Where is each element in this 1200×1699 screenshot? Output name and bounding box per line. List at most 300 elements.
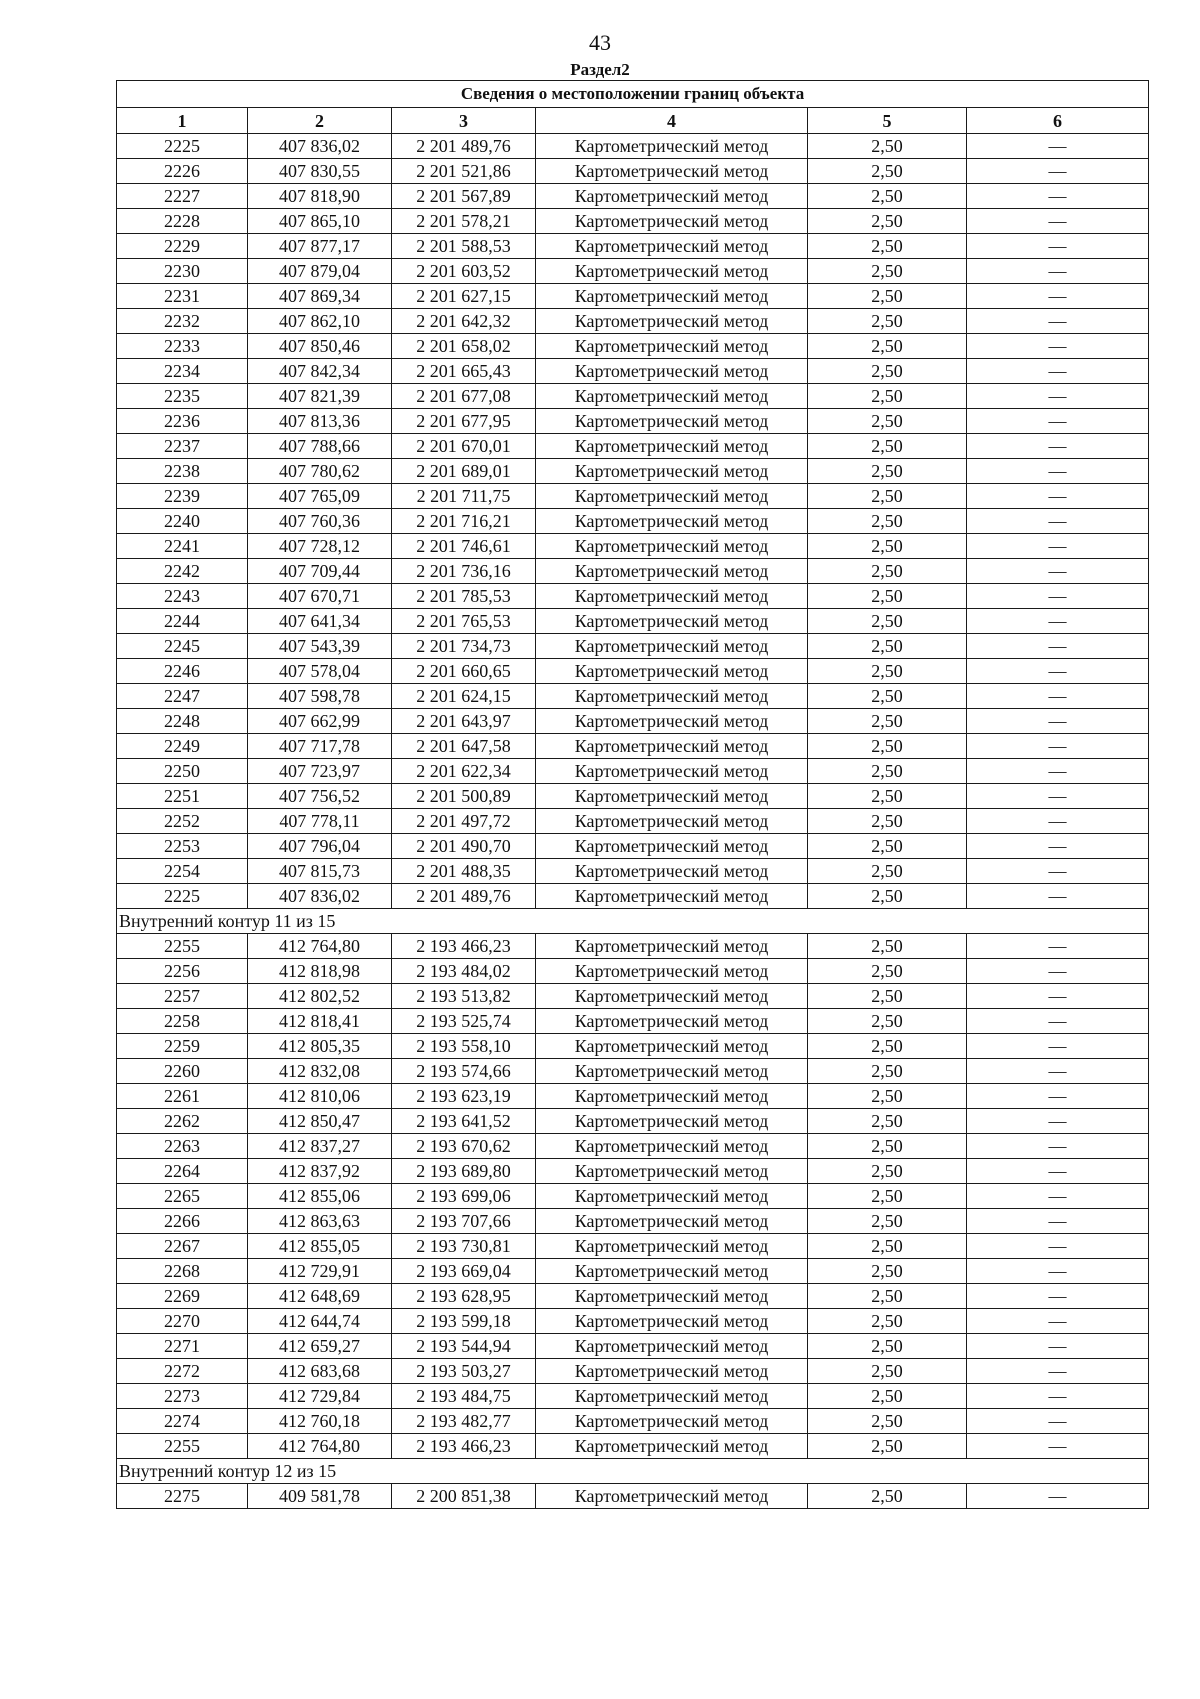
- point-number: 2244: [117, 609, 248, 634]
- accuracy-cell: 2,50: [808, 559, 967, 584]
- point-number: 2255: [117, 1434, 248, 1459]
- table-row: [117, 634, 1149, 659]
- method-cell: Картометрический метод: [536, 259, 808, 284]
- accuracy-cell: 2,50: [808, 1334, 967, 1359]
- description-cell: —: [967, 309, 1149, 334]
- description-cell: —: [967, 1334, 1149, 1359]
- description-cell: —: [967, 1409, 1149, 1434]
- coordinate-y: 2 201 622,34: [392, 759, 536, 784]
- method-cell: Картометрический метод: [536, 809, 808, 834]
- point-number: 2259: [117, 1034, 248, 1059]
- accuracy-cell: 2,50: [808, 509, 967, 534]
- table-row: [117, 709, 1149, 734]
- table-row: [117, 1034, 1149, 1059]
- description-cell: —: [967, 659, 1149, 684]
- description-cell: —: [967, 809, 1149, 834]
- point-number: 2234: [117, 359, 248, 384]
- table-row: [117, 1384, 1149, 1409]
- table-row: [117, 459, 1149, 484]
- point-number: 2260: [117, 1059, 248, 1084]
- description-cell: —: [967, 759, 1149, 784]
- coordinate-y: 2 193 466,23: [392, 934, 536, 959]
- accuracy-cell: 2,50: [808, 284, 967, 309]
- coordinate-y: 2 193 670,62: [392, 1134, 536, 1159]
- coordinate-y: 2 201 660,65: [392, 659, 536, 684]
- point-number: 2275: [117, 1484, 248, 1509]
- method-cell: Картометрический метод: [536, 359, 808, 384]
- table-row: [117, 1084, 1149, 1109]
- section-title: Раздел2: [570, 60, 630, 79]
- point-number: 2256: [117, 959, 248, 984]
- column-header-5: 5: [808, 108, 967, 134]
- method-cell: Картометрический метод: [536, 609, 808, 634]
- contour-row: [117, 1459, 1149, 1484]
- point-number: 2253: [117, 834, 248, 859]
- description-cell: —: [967, 534, 1149, 559]
- table-row: [117, 1409, 1149, 1434]
- point-number: 2243: [117, 584, 248, 609]
- table-row: [117, 484, 1149, 509]
- description-cell: —: [967, 484, 1149, 509]
- table-row: [117, 1009, 1149, 1034]
- accuracy-cell: 2,50: [808, 1059, 967, 1084]
- accuracy-cell: 2,50: [808, 809, 967, 834]
- coordinate-x: 407 818,90: [248, 184, 392, 209]
- description-cell: —: [967, 959, 1149, 984]
- description-cell: —: [967, 1309, 1149, 1334]
- coordinate-y: 2 201 627,15: [392, 284, 536, 309]
- coordinate-x: 412 855,06: [248, 1184, 392, 1209]
- method-cell: Картометрический метод: [536, 459, 808, 484]
- accuracy-cell: 2,50: [808, 1184, 967, 1209]
- accuracy-cell: 2,50: [808, 659, 967, 684]
- table-row: [117, 759, 1149, 784]
- point-number: 2262: [117, 1109, 248, 1134]
- method-cell: Картометрический метод: [536, 434, 808, 459]
- accuracy-cell: 2,50: [808, 1209, 967, 1234]
- accuracy-cell: 2,50: [808, 134, 967, 159]
- method-cell: Картометрический метод: [536, 634, 808, 659]
- table-row: [117, 734, 1149, 759]
- point-number: 2273: [117, 1384, 248, 1409]
- method-cell: Картометрический метод: [536, 884, 808, 909]
- description-cell: —: [967, 1209, 1149, 1234]
- coordinate-y: 2 201 642,32: [392, 309, 536, 334]
- point-number: 2261: [117, 1084, 248, 1109]
- point-number: 2237: [117, 434, 248, 459]
- description-cell: —: [967, 1009, 1149, 1034]
- method-cell: Картометрический метод: [536, 1359, 808, 1384]
- coordinate-x: 409 581,78: [248, 1484, 392, 1509]
- coordinate-y: 2 201 716,21: [392, 509, 536, 534]
- accuracy-cell: 2,50: [808, 234, 967, 259]
- point-number: 2258: [117, 1009, 248, 1034]
- table-row: [117, 1059, 1149, 1084]
- coordinate-y: 2 201 500,89: [392, 784, 536, 809]
- accuracy-cell: 2,50: [808, 1284, 967, 1309]
- description-cell: —: [967, 234, 1149, 259]
- coordinate-x: 412 683,68: [248, 1359, 392, 1384]
- point-number: 2248: [117, 709, 248, 734]
- point-number: 2225: [117, 884, 248, 909]
- table-row: [117, 609, 1149, 634]
- description-cell: —: [967, 1359, 1149, 1384]
- coordinate-y: 2 201 746,61: [392, 534, 536, 559]
- description-cell: —: [967, 1434, 1149, 1459]
- coordinate-x: 407 821,39: [248, 384, 392, 409]
- description-cell: —: [967, 1109, 1149, 1134]
- contour-label: Внутренний контур 11 из 15: [117, 909, 1149, 934]
- method-cell: Картометрический метод: [536, 1234, 808, 1259]
- accuracy-cell: 2,50: [808, 1259, 967, 1284]
- coordinate-y: 2 201 734,73: [392, 634, 536, 659]
- accuracy-cell: 2,50: [808, 359, 967, 384]
- method-cell: Картометрический метод: [536, 1259, 808, 1284]
- coordinate-y: 2 193 525,74: [392, 1009, 536, 1034]
- table-row: [117, 434, 1149, 459]
- description-cell: —: [967, 334, 1149, 359]
- point-number: 2231: [117, 284, 248, 309]
- method-cell: Картометрический метод: [536, 759, 808, 784]
- coordinate-y: 2 193 482,77: [392, 1409, 536, 1434]
- coordinate-x: 412 802,52: [248, 984, 392, 1009]
- accuracy-cell: 2,50: [808, 759, 967, 784]
- coordinate-x: 407 877,17: [248, 234, 392, 259]
- column-header-6: 6: [967, 108, 1149, 134]
- description-cell: —: [967, 734, 1149, 759]
- description-cell: —: [967, 934, 1149, 959]
- accuracy-cell: 2,50: [808, 209, 967, 234]
- coordinate-y: 2 193 623,19: [392, 1084, 536, 1109]
- point-number: 2249: [117, 734, 248, 759]
- table-row: [117, 359, 1149, 384]
- coordinate-y: 2 201 603,52: [392, 259, 536, 284]
- accuracy-cell: 2,50: [808, 1434, 967, 1459]
- method-cell: Картометрический метод: [536, 309, 808, 334]
- description-cell: —: [967, 184, 1149, 209]
- coordinate-y: 2 201 677,08: [392, 384, 536, 409]
- coordinate-x: 407 836,02: [248, 134, 392, 159]
- method-cell: Картометрический метод: [536, 1384, 808, 1409]
- description-cell: —: [967, 1159, 1149, 1184]
- point-number: 2238: [117, 459, 248, 484]
- coordinate-y: 2 201 521,86: [392, 159, 536, 184]
- point-number: 2271: [117, 1334, 248, 1359]
- method-cell: Картометрический метод: [536, 984, 808, 1009]
- coordinate-y: 2 201 665,43: [392, 359, 536, 384]
- table-row: [117, 934, 1149, 959]
- accuracy-cell: 2,50: [808, 709, 967, 734]
- point-number: 2233: [117, 334, 248, 359]
- coordinate-x: 412 760,18: [248, 1409, 392, 1434]
- coordinate-y: 2 193 466,23: [392, 1434, 536, 1459]
- method-cell: Картометрический метод: [536, 1434, 808, 1459]
- table-row: [117, 334, 1149, 359]
- description-cell: —: [967, 584, 1149, 609]
- table-row: [117, 1109, 1149, 1134]
- coordinate-y: 2 193 641,52: [392, 1109, 536, 1134]
- accuracy-cell: 2,50: [808, 409, 967, 434]
- point-number: 2272: [117, 1359, 248, 1384]
- method-cell: Картометрический метод: [536, 234, 808, 259]
- coordinate-y: 2 193 599,18: [392, 1309, 536, 1334]
- coordinate-y: 2 193 669,04: [392, 1259, 536, 1284]
- method-cell: Картометрический метод: [536, 1134, 808, 1159]
- method-cell: Картометрический метод: [536, 159, 808, 184]
- point-number: 2245: [117, 634, 248, 659]
- table-row: [117, 959, 1149, 984]
- method-cell: Картометрический метод: [536, 1484, 808, 1509]
- method-cell: Картометрический метод: [536, 534, 808, 559]
- page-number: 43: [589, 30, 611, 55]
- accuracy-cell: 2,50: [808, 259, 967, 284]
- coordinate-x: 407 865,10: [248, 209, 392, 234]
- description-cell: —: [967, 134, 1149, 159]
- coordinate-x: 412 818,41: [248, 1009, 392, 1034]
- method-cell: Картометрический метод: [536, 684, 808, 709]
- accuracy-cell: 2,50: [808, 984, 967, 1009]
- contour-label: Внутренний контур 12 из 15: [117, 1459, 1149, 1484]
- coordinate-y: 2 201 765,53: [392, 609, 536, 634]
- description-cell: —: [967, 209, 1149, 234]
- description-cell: —: [967, 984, 1149, 1009]
- point-number: 2241: [117, 534, 248, 559]
- description-cell: —: [967, 559, 1149, 584]
- table-row: [117, 209, 1149, 234]
- description-cell: —: [967, 884, 1149, 909]
- point-number: 2257: [117, 984, 248, 1009]
- coordinate-y: 2 201 736,16: [392, 559, 536, 584]
- coordinate-y: 2 200 851,38: [392, 1484, 536, 1509]
- coordinate-y: 2 201 643,97: [392, 709, 536, 734]
- coordinate-y: 2 201 578,21: [392, 209, 536, 234]
- method-cell: Картометрический метод: [536, 384, 808, 409]
- coordinate-x: 412 832,08: [248, 1059, 392, 1084]
- coordinate-y: 2 193 574,66: [392, 1059, 536, 1084]
- coordinate-x: 407 796,04: [248, 834, 392, 859]
- point-number: 2264: [117, 1159, 248, 1184]
- accuracy-cell: 2,50: [808, 1309, 967, 1334]
- description-cell: —: [967, 1059, 1149, 1084]
- method-cell: Картометрический метод: [536, 1034, 808, 1059]
- coordinate-x: 407 842,34: [248, 359, 392, 384]
- table-title-row: [117, 81, 1149, 108]
- accuracy-cell: 2,50: [808, 859, 967, 884]
- coordinate-x: 412 764,80: [248, 934, 392, 959]
- point-number: 2265: [117, 1184, 248, 1209]
- description-cell: —: [967, 1084, 1149, 1109]
- table-row: [117, 284, 1149, 309]
- accuracy-cell: 2,50: [808, 1109, 967, 1134]
- coordinate-y: 2 201 588,53: [392, 234, 536, 259]
- description-cell: —: [967, 1184, 1149, 1209]
- description-cell: —: [967, 384, 1149, 409]
- accuracy-cell: 2,50: [808, 434, 967, 459]
- coordinate-x: 407 879,04: [248, 259, 392, 284]
- coordinate-x: 407 813,36: [248, 409, 392, 434]
- method-cell: Картометрический метод: [536, 209, 808, 234]
- method-cell: Картометрический метод: [536, 1159, 808, 1184]
- table-row: [117, 984, 1149, 1009]
- table-row: [117, 659, 1149, 684]
- method-cell: Картометрический метод: [536, 1059, 808, 1084]
- method-cell: Картометрический метод: [536, 734, 808, 759]
- contour-row: [117, 909, 1149, 934]
- coordinate-x: 407 723,97: [248, 759, 392, 784]
- method-cell: Картометрический метод: [536, 1334, 808, 1359]
- description-cell: —: [967, 1259, 1149, 1284]
- coordinate-y: 2 193 689,80: [392, 1159, 536, 1184]
- coordinate-x: 407 728,12: [248, 534, 392, 559]
- table-row: [117, 1484, 1149, 1509]
- method-cell: Картометрический метод: [536, 184, 808, 209]
- description-cell: —: [967, 684, 1149, 709]
- method-cell: Картометрический метод: [536, 1009, 808, 1034]
- point-number: 2250: [117, 759, 248, 784]
- column-header-2: 2: [248, 108, 392, 134]
- accuracy-cell: 2,50: [808, 634, 967, 659]
- coordinate-x: 407 862,10: [248, 309, 392, 334]
- method-cell: Картометрический метод: [536, 1409, 808, 1434]
- method-cell: Картометрический метод: [536, 834, 808, 859]
- coordinate-x: 412 850,47: [248, 1109, 392, 1134]
- method-cell: Картометрический метод: [536, 784, 808, 809]
- description-cell: —: [967, 409, 1149, 434]
- description-cell: —: [967, 159, 1149, 184]
- coordinate-x: 407 543,39: [248, 634, 392, 659]
- coordinate-x: 407 778,11: [248, 809, 392, 834]
- accuracy-cell: 2,50: [808, 959, 967, 984]
- accuracy-cell: 2,50: [808, 309, 967, 334]
- description-cell: —: [967, 1034, 1149, 1059]
- method-cell: Картометрический метод: [536, 584, 808, 609]
- column-number-row: [117, 108, 1149, 134]
- point-number: 2240: [117, 509, 248, 534]
- point-number: 2267: [117, 1234, 248, 1259]
- description-cell: —: [967, 284, 1149, 309]
- table-row: [117, 1259, 1149, 1284]
- table-row: [117, 159, 1149, 184]
- description-cell: —: [967, 459, 1149, 484]
- method-cell: Картометрический метод: [536, 1109, 808, 1134]
- coordinate-y: 2 201 489,76: [392, 134, 536, 159]
- coordinate-x: 407 836,02: [248, 884, 392, 909]
- accuracy-cell: 2,50: [808, 734, 967, 759]
- accuracy-cell: 2,50: [808, 484, 967, 509]
- column-header-1: 1: [117, 108, 248, 134]
- table-row: [117, 584, 1149, 609]
- coordinate-x: 407 662,99: [248, 709, 392, 734]
- description-cell: —: [967, 609, 1149, 634]
- coordinate-x: 407 815,73: [248, 859, 392, 884]
- coordinate-x: 412 805,35: [248, 1034, 392, 1059]
- description-cell: —: [967, 1484, 1149, 1509]
- point-number: 2254: [117, 859, 248, 884]
- method-cell: Картометрический метод: [536, 859, 808, 884]
- table-row: [117, 884, 1149, 909]
- accuracy-cell: 2,50: [808, 159, 967, 184]
- point-number: 2252: [117, 809, 248, 834]
- table-row: [117, 559, 1149, 584]
- table-row: [117, 409, 1149, 434]
- accuracy-cell: 2,50: [808, 1384, 967, 1409]
- description-cell: —: [967, 784, 1149, 809]
- coordinate-y: 2 193 707,66: [392, 1209, 536, 1234]
- point-number: 2230: [117, 259, 248, 284]
- description-cell: —: [967, 1384, 1149, 1409]
- boundary-table: [116, 80, 1149, 1509]
- point-number: 2255: [117, 934, 248, 959]
- point-number: 2251: [117, 784, 248, 809]
- coordinate-y: 2 201 497,72: [392, 809, 536, 834]
- coordinate-x: 412 810,06: [248, 1084, 392, 1109]
- point-number: 2227: [117, 184, 248, 209]
- coordinate-x: 412 648,69: [248, 1284, 392, 1309]
- accuracy-cell: 2,50: [808, 584, 967, 609]
- coordinate-y: 2 193 513,82: [392, 984, 536, 1009]
- method-cell: Картометрический метод: [536, 409, 808, 434]
- coordinate-y: 2 193 503,27: [392, 1359, 536, 1384]
- coordinate-y: 2 201 658,02: [392, 334, 536, 359]
- description-cell: —: [967, 259, 1149, 284]
- table-row: [117, 684, 1149, 709]
- accuracy-cell: 2,50: [808, 184, 967, 209]
- table-body: [117, 134, 1149, 1509]
- accuracy-cell: 2,50: [808, 1009, 967, 1034]
- coordinate-x: 407 717,78: [248, 734, 392, 759]
- coordinate-y: 2 201 711,75: [392, 484, 536, 509]
- method-cell: Картометрический метод: [536, 1284, 808, 1309]
- point-number: 2228: [117, 209, 248, 234]
- point-number: 2263: [117, 1134, 248, 1159]
- coordinate-y: 2 201 785,53: [392, 584, 536, 609]
- coordinate-x: 412 818,98: [248, 959, 392, 984]
- coordinate-y: 2 201 624,15: [392, 684, 536, 709]
- coordinate-y: 2 201 689,01: [392, 459, 536, 484]
- coordinate-x: 412 764,80: [248, 1434, 392, 1459]
- table-row: [117, 234, 1149, 259]
- point-number: 2235: [117, 384, 248, 409]
- description-cell: —: [967, 434, 1149, 459]
- description-cell: —: [967, 834, 1149, 859]
- coordinate-x: 407 670,71: [248, 584, 392, 609]
- coordinate-x: 412 644,74: [248, 1309, 392, 1334]
- coordinate-x: 412 837,92: [248, 1159, 392, 1184]
- table-row: [117, 784, 1149, 809]
- accuracy-cell: 2,50: [808, 1484, 967, 1509]
- table-row: [117, 184, 1149, 209]
- coordinate-x: 407 598,78: [248, 684, 392, 709]
- description-cell: —: [967, 359, 1149, 384]
- method-cell: Картометрический метод: [536, 484, 808, 509]
- accuracy-cell: 2,50: [808, 1084, 967, 1109]
- coordinate-x: 412 729,84: [248, 1384, 392, 1409]
- coordinate-x: 407 709,44: [248, 559, 392, 584]
- coordinate-x: 412 659,27: [248, 1334, 392, 1359]
- table-row: [117, 1209, 1149, 1234]
- coordinate-x: 407 765,09: [248, 484, 392, 509]
- accuracy-cell: 2,50: [808, 934, 967, 959]
- table-row: [117, 309, 1149, 334]
- accuracy-cell: 2,50: [808, 884, 967, 909]
- description-cell: —: [967, 1284, 1149, 1309]
- method-cell: Картометрический метод: [536, 1084, 808, 1109]
- coordinate-x: 412 837,27: [248, 1134, 392, 1159]
- table-title: Сведения о местоположении границ объекта: [117, 81, 1149, 108]
- coordinate-x: 407 756,52: [248, 784, 392, 809]
- accuracy-cell: 2,50: [808, 834, 967, 859]
- coordinate-x: 407 830,55: [248, 159, 392, 184]
